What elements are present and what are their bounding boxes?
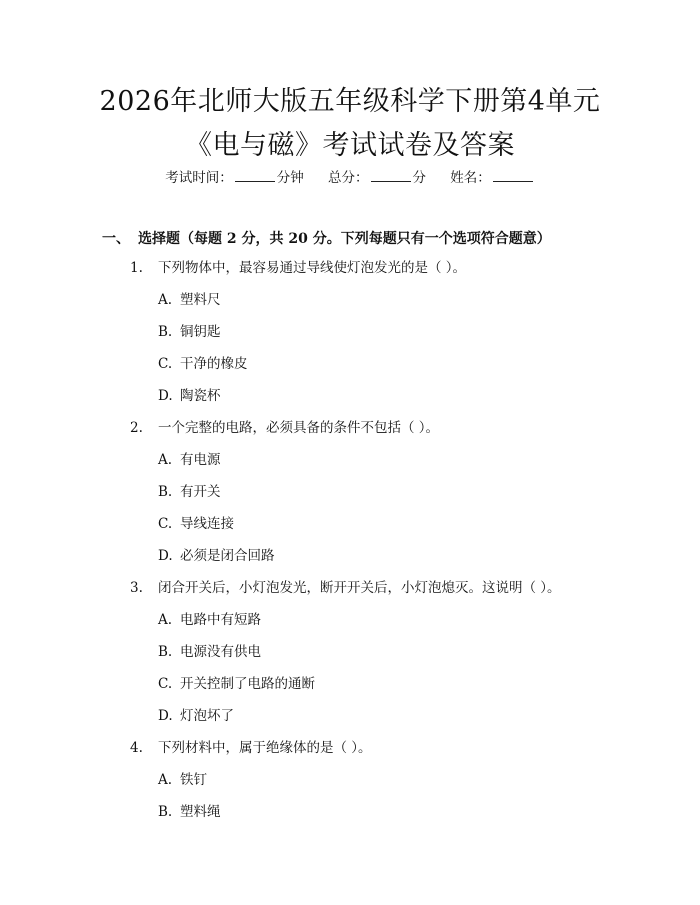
- section-heading-text: 选择题（每题 2 分，共 20 分。下列每题只有一个选项符合题意）: [138, 231, 551, 247]
- option-text: 必须是闭合回路: [180, 548, 275, 564]
- question-2-option-a[interactable]: [0, 449, 700, 471]
- option-letter: A.: [158, 292, 173, 308]
- option-letter: A.: [158, 772, 173, 788]
- option-text: 电路中有短路: [180, 612, 261, 628]
- option-text: 铁钉: [180, 772, 207, 788]
- section-heading-choice: [102, 228, 660, 250]
- question-4-option-b[interactable]: [0, 801, 700, 823]
- student-name-blank[interactable]: [493, 167, 533, 182]
- question-1-option-d[interactable]: [0, 385, 700, 407]
- question-number: 4.: [130, 740, 143, 756]
- total-score-blank[interactable]: [371, 167, 411, 182]
- question-3-option-b[interactable]: [0, 641, 700, 663]
- exam-meta-row: [0, 167, 700, 189]
- option-letter: B.: [158, 804, 173, 820]
- option-letter: D.: [158, 548, 173, 564]
- question-4: [0, 737, 700, 759]
- option-text: 有开关: [180, 484, 221, 500]
- student-name-label: 姓名：: [450, 170, 491, 186]
- option-text: 电源没有供电: [180, 644, 261, 660]
- question-3-option-c[interactable]: [0, 673, 700, 695]
- exam-time-field: [165, 167, 304, 189]
- question-1-option-a[interactable]: [0, 289, 700, 311]
- exam-time-blank[interactable]: [235, 167, 275, 182]
- option-letter: C.: [158, 516, 173, 532]
- total-score-unit: 分: [412, 170, 426, 186]
- question-4-option-a[interactable]: [0, 769, 700, 791]
- option-letter: B.: [158, 324, 173, 340]
- option-letter: C.: [158, 356, 173, 372]
- option-letter: B.: [158, 484, 173, 500]
- section-number: 一、: [102, 231, 130, 247]
- question-2: [0, 417, 700, 439]
- option-text: 有电源: [180, 452, 221, 468]
- option-letter: A.: [158, 612, 173, 628]
- question-3: [0, 577, 700, 599]
- question-list: [0, 257, 700, 823]
- title-line-2: 《电与磁》考试试卷及答案: [185, 130, 515, 161]
- question-2-option-d[interactable]: [0, 545, 700, 567]
- question-2-option-c[interactable]: [0, 513, 700, 535]
- question-3-option-a[interactable]: [0, 609, 700, 631]
- option-text: 塑料尺: [180, 292, 221, 308]
- question-1-option-b[interactable]: [0, 321, 700, 343]
- question-2-option-b[interactable]: [0, 481, 700, 503]
- exam-time-unit: 分钟: [276, 170, 304, 186]
- question-text: 下列材料中，属于绝缘体的是（ ）。: [158, 740, 372, 756]
- question-number: 3.: [130, 580, 143, 596]
- title-block: [0, 80, 700, 168]
- option-letter: C.: [158, 676, 173, 692]
- option-text: 干净的橡皮: [180, 356, 248, 372]
- total-score-field: [328, 167, 426, 189]
- question-1: [0, 257, 700, 279]
- title-line-1: 2026年北师大版五年级科学下册第4单元: [99, 86, 601, 117]
- option-letter: B.: [158, 644, 173, 660]
- option-text: 陶瓷杯: [180, 388, 221, 404]
- question-1-option-c[interactable]: [0, 353, 700, 375]
- option-text: 铜钥匙: [180, 324, 221, 340]
- question-number: 2.: [130, 420, 143, 436]
- total-score-label: 总分：: [328, 170, 369, 186]
- option-letter: D.: [158, 708, 173, 724]
- student-name-field: [450, 167, 535, 189]
- option-letter: A.: [158, 452, 173, 468]
- question-number: 1.: [130, 260, 143, 276]
- option-text: 开关控制了电路的通断: [180, 676, 315, 692]
- option-text: 灯泡坏了: [180, 708, 234, 724]
- question-text: 一个完整的电路，必须具备的条件不包括（ ）。: [158, 420, 440, 436]
- question-text: 闭合开关后，小灯泡发光，断开开关后，小灯泡熄灭。这说明（ ）。: [158, 580, 561, 596]
- question-3-option-d[interactable]: [0, 705, 700, 727]
- option-letter: D.: [158, 388, 173, 404]
- question-text: 下列物体中，最容易通过导线使灯泡发光的是（ ）。: [158, 260, 467, 276]
- option-text: 导线连接: [180, 516, 234, 532]
- exam-time-label: 考试时间：: [165, 170, 233, 186]
- option-text: 塑料绳: [180, 804, 221, 820]
